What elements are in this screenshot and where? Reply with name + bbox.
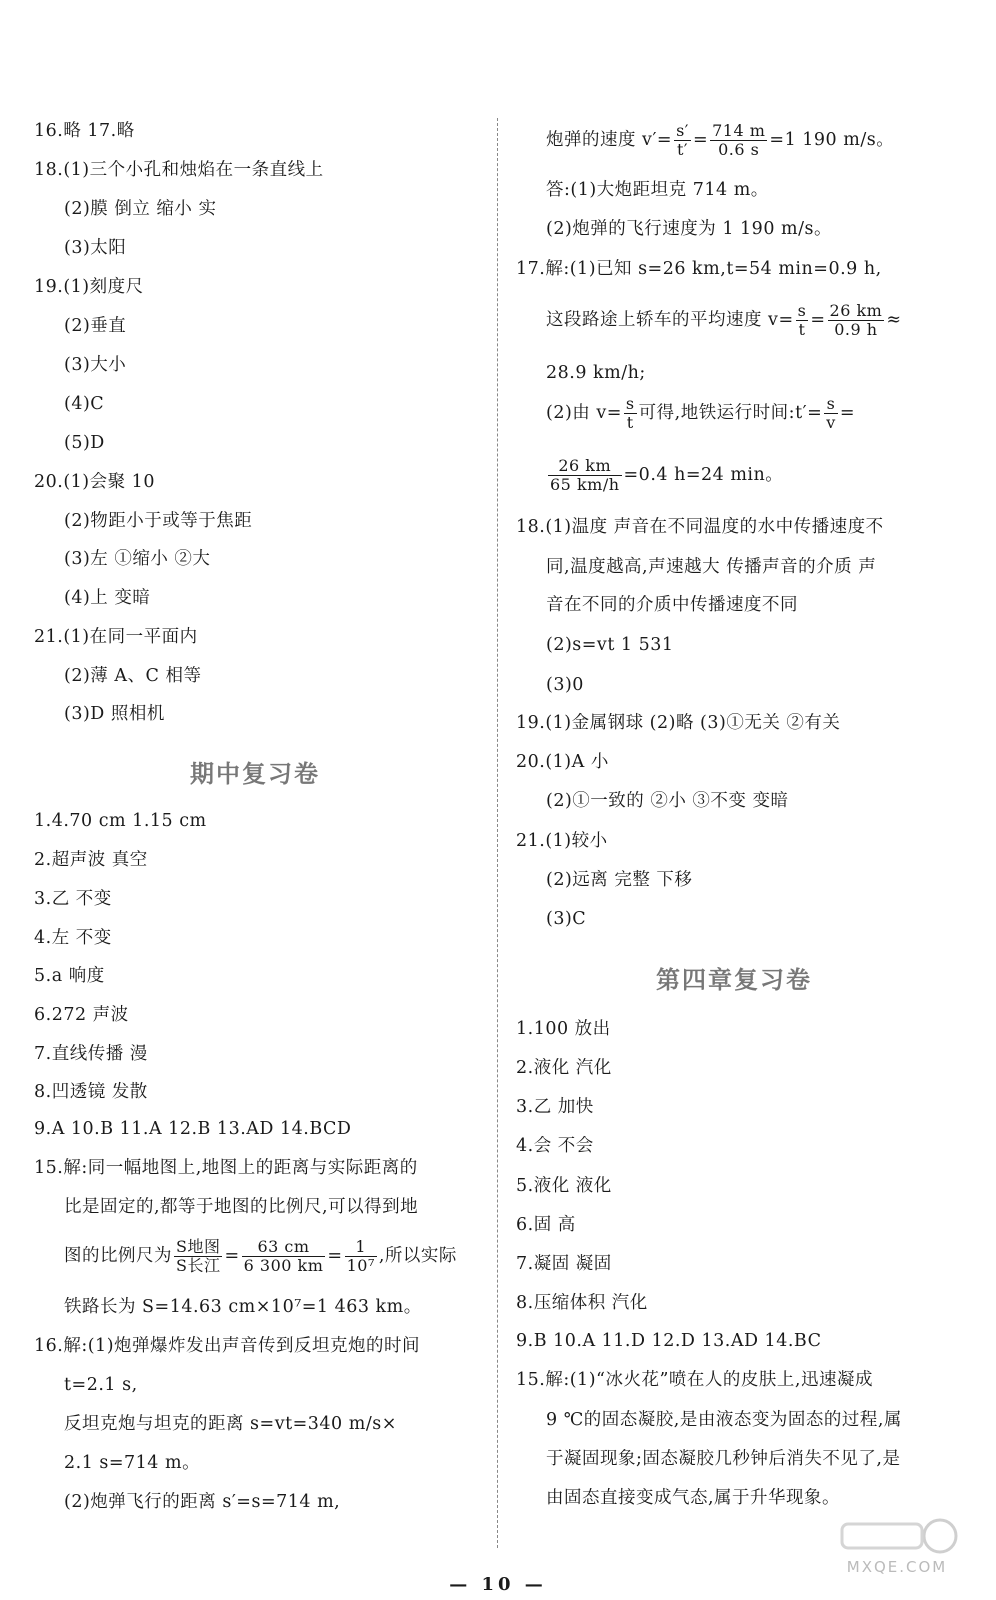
answer-line: 15.解:(1)“冰火花”喷在人的皮肤上,迅速凝成 <box>516 1370 873 1390</box>
answer-line: 2.超声波 真空 <box>34 850 148 870</box>
watermark-text: MXQE.COM <box>846 1558 948 1576</box>
answer-line: (2)远离 完整 下移 <box>546 870 693 890</box>
column-divider <box>497 118 498 1548</box>
answer-line: 同,温度越高,声速越大 传播声音的介质 声 <box>546 557 877 577</box>
answer-line: (2)膜 倒立 缩小 实 <box>64 199 217 219</box>
answer-line: 18.(1)三个小孔和烛焰在一条直线上 <box>34 160 324 180</box>
answer-line-formula: 图的比例尺为 $\frac{\text{S地图}}{\text{S长江}}$ = $\frac{63 cm}{6 300 km}$ = $\frac{1}{\text{10⁷}}$ ,所以实际 <box>64 1237 457 1275</box>
fraction: $\frac{s}{t}$ <box>625 394 635 432</box>
answer-line: 6.272 声波 <box>34 1005 129 1025</box>
section-heading: 第四章复习卷 <box>656 965 812 994</box>
fraction: $\frac{1}{\text{10⁷}}$ <box>346 1237 375 1275</box>
answer-line: 5.液化 液化 <box>516 1176 612 1196</box>
answer-line: 18.(1)温度 声音在不同温度的水中传播速度不 <box>516 517 884 537</box>
answer-line: 3.乙 加快 <box>516 1097 594 1117</box>
watermark <box>822 1516 972 1576</box>
fraction: $\frac{\text{S地图}}{\text{S长江}}$ <box>176 1237 221 1275</box>
answer-line: 9.A 10.B 11.A 12.B 13.AD 14.BCD <box>34 1119 352 1139</box>
answer-line: (5)D <box>64 433 105 453</box>
fraction: $\frac{26 km}{0.9 h}$ <box>829 301 883 339</box>
answer-line: 4.会 不会 <box>516 1136 594 1156</box>
answer-line: 9 ℃的固态凝胶,是由液态变为固态的过程,属 <box>546 1410 902 1430</box>
answer-line: 8.凹透镜 发散 <box>34 1082 148 1102</box>
answer-line: 6.固 高 <box>516 1215 576 1235</box>
answer-line: (2)炮弹飞行的距离 s′=s=714 m, <box>64 1492 341 1512</box>
answer-line: (3)左 ①缩小 ②大 <box>64 549 211 569</box>
answer-line: 19.(1)金属钢球 (2)略 (3)①无关 ②有关 <box>516 713 841 733</box>
answer-line: 7.凝固 凝固 <box>516 1254 612 1274</box>
answer-line: (4)上 变暗 <box>64 588 151 608</box>
fraction: $\frac{s}{t}$ <box>797 301 807 339</box>
page-number: — 10 — <box>449 1574 547 1595</box>
fraction: $\frac{s'}{t'}$ <box>676 121 689 159</box>
answer-line: 2.1 s=714 m。 <box>64 1453 201 1473</box>
answer-line: 21.(1)较小 <box>516 831 608 851</box>
answer-line-formula: 这段路途上轿车的平均速度 v= $\frac{s}{t}$ = $\frac{26 km}{0.9 h}$ ≈ <box>546 301 902 339</box>
answer-line: 答:(1)大炮距坦克 714 m。 <box>546 180 769 200</box>
answer-line: (3)D 照相机 <box>64 704 165 724</box>
answer-line: 19.(1)刻度尺 <box>34 277 144 297</box>
answer-line: 由固态直接变成气态,属于升华现象。 <box>546 1488 841 1508</box>
fraction: $\frac{714 m}{0.6 s}$ <box>712 121 766 159</box>
answer-line: (3)0 <box>546 675 584 695</box>
answer-line: 21.(1)在同一平面内 <box>34 627 198 647</box>
answer-line: (3)太阳 <box>64 238 127 258</box>
answer-line: (2)薄 A、C 相等 <box>64 666 202 686</box>
answer-line: 16.解:(1)炮弹爆炸发出声音传到反坦克炮的时间 <box>34 1336 421 1356</box>
answer-line: 16.略 17.略 <box>34 121 135 141</box>
answer-line-formula: (2)由 v= $\frac{s}{t}$ 可得,地铁运行时间:t′= $\frac{s}{v}$ = <box>546 394 855 432</box>
answer-line: (2)s=vt 1 531 <box>546 635 674 655</box>
answer-line: 20.(1)A 小 <box>516 752 609 772</box>
answer-line: 9.B 10.A 11.D 12.D 13.AD 14.BC <box>516 1331 822 1351</box>
answer-line: 铁路长为 S=14.63 cm×10⁷=1 463 km。 <box>64 1297 422 1317</box>
fraction: $\frac{63 cm}{6 300 km}$ <box>243 1237 324 1275</box>
answer-line: 4.左 不变 <box>34 928 112 948</box>
answer-line: 8.压缩体积 汽化 <box>516 1293 648 1313</box>
answer-line: (3)大小 <box>64 355 127 375</box>
answer-line: (2)物距小于或等于焦距 <box>64 511 253 531</box>
answer-line-formula: 炮弹的速度 v′= $\frac{s'}{t'}$ = $\frac{714 m}{0.6 s}$ =1 190 m/s。 <box>546 121 895 159</box>
answer-line: 反坦克炮与坦克的距离 s=vt=340 m/s× <box>64 1414 397 1434</box>
fraction: $\frac{26 km}{65 km/h}$ <box>550 456 620 494</box>
answer-line: 3.乙 不变 <box>34 889 112 909</box>
answer-line: 5.a 响度 <box>34 966 105 986</box>
answer-line: 15.解:同一幅地图上,地图上的距离与实际距离的 <box>34 1158 418 1178</box>
answer-line: 1.4.70 cm 1.15 cm <box>34 811 207 831</box>
answer-line: (4)C <box>64 394 105 414</box>
answer-line: 2.液化 汽化 <box>516 1058 612 1078</box>
answer-line: (2)①一致的 ②小 ③不变 变暗 <box>546 791 789 811</box>
answer-line: 音在不同的介质中传播速度不同 <box>546 595 798 615</box>
fraction: $\frac{s}{v}$ <box>826 394 836 432</box>
answer-line: 17.解:(1)已知 s=26 km,t=54 min=0.9 h, <box>516 259 882 279</box>
section-heading: 期中复习卷 <box>190 759 320 788</box>
answer-line: 28.9 km/h; <box>546 363 646 383</box>
answer-line: 比是固定的,都等于地图的比例尺,可以得到地 <box>64 1197 419 1217</box>
answer-line: (2)炮弹的飞行速度为 1 190 m/s。 <box>546 219 832 239</box>
answer-line: (3)C <box>546 909 587 929</box>
answer-line: 于凝固现象;固态凝胶几秒钟后消失不见了,是 <box>546 1449 901 1469</box>
watermark-logo-icon <box>822 1516 972 1556</box>
answer-line-formula: $\frac{26 km}{65 km/h}$ =0.4 h=24 min。 <box>550 456 784 494</box>
answer-line: 20.(1)会聚 10 <box>34 472 155 492</box>
answer-line: 7.直线传播 漫 <box>34 1044 148 1064</box>
answer-line: t=2.1 s, <box>64 1375 138 1395</box>
answer-line: (2)垂直 <box>64 316 127 336</box>
answer-line: 1.100 放出 <box>516 1019 611 1039</box>
